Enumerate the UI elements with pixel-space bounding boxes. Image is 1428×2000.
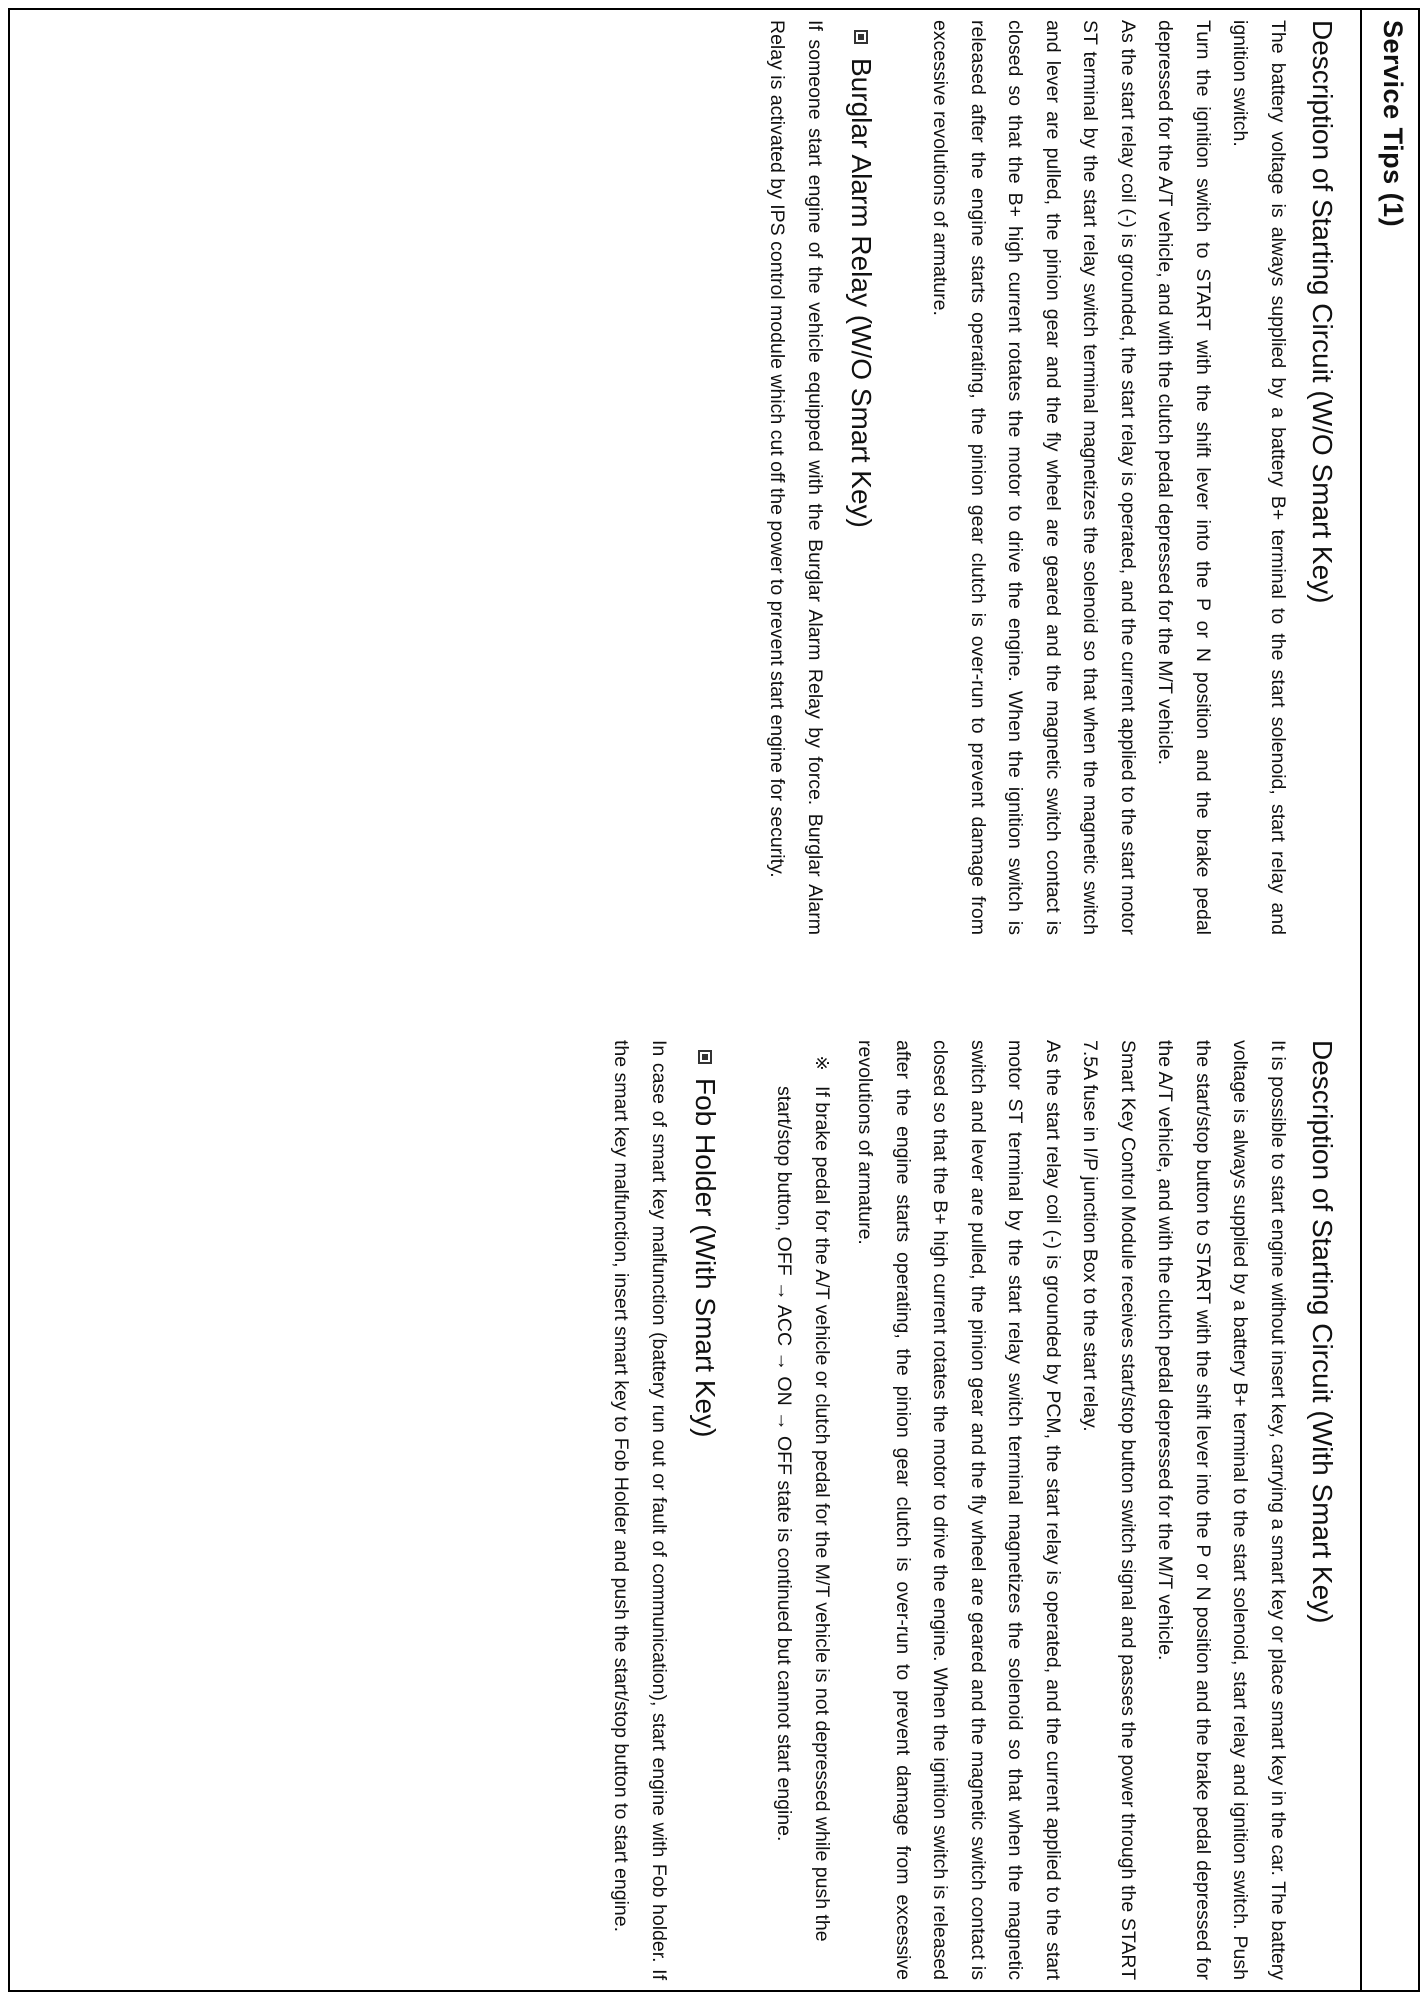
section-title-text: Burglar Alarm Relay (W/O Smart Key): [846, 58, 877, 528]
header-bar: [1360, 8, 1420, 1992]
paragraph: In case of smart key malfunction (battery run out or fault of communication), start engine with Fob holder. If the smart key malfunction, insert smart key to Fob Holder and push the start/stop button to start engine.: [610, 1040, 670, 1980]
paragraph: If someone start engine of the vehicle equipped with the Burglar Alarm Relay by force. Burglar Alarm Relay is activated by IPS control module which cut off the power to prevent start engine for security.: [766, 20, 826, 935]
left-column: [758, 20, 1342, 935]
square-bullet-icon: [854, 30, 868, 44]
section-title-starting-circuit-wo-smart-key: Description of Starting Circuit (W/O Smart Key): [1307, 20, 1338, 604]
paragraph: Turn the ignition switch to START with the shift lever into the P or N position and the brake pedal depressed for the A/T vehicle, and with the clutch pedal depressed for the M/T vehicle.: [1154, 20, 1214, 935]
square-bullet-icon: [698, 1050, 712, 1064]
section-title-burglar-alarm-relay: [841, 20, 881, 935]
section-title-text: Fob Holder (With Smart Key): [690, 1078, 721, 1438]
note: [765, 1040, 840, 1980]
note-text: If brake pedal for the A/T vehicle or clutch pedal for the M/T vehicle is not depressed while push the start/stop button, OFF → ACC → ON → OFF state is continued but cannot start engine.: [773, 1086, 833, 1942]
section-title-starting-circuit-with-smart-key: Description of Starting Circuit (With Smart Key): [1307, 1040, 1338, 1624]
right-column: [602, 1040, 1342, 1980]
paragraph: As the start relay coil (-) is grounded, the start relay is operated, and the current applied to the start motor ST terminal by the start relay switch terminal magnetizes the solenoid so that when the magnetic switch and lever are pulled, the pinion gear and the fly wheel are geared and the magnetic switch contact is closed so that the B+ high current rotates the motor to drive the engine. When the ignition switch is released after the engine starts operating, the pinion gear clutch is over-run to prevent damage from excessive revolutions of armature.: [929, 20, 1139, 935]
paragraph: The battery voltage is always supplied by a battery B+ terminal to the start solenoid, start relay and ignition switch.: [1229, 20, 1289, 935]
paragraph: Smart Key Control Module receives start/stop button switch signal and passes the power through the START 7.5A fuse in I/P junction Box to the start relay.: [1079, 1040, 1139, 1980]
reference-mark-icon: ※: [812, 1055, 832, 1071]
paragraph: As the start relay coil (-) is grounded by PCM, the start relay is operated, and the current applied to the start motor ST terminal by the start relay switch terminal magnetizes the solenoid so that when the magnetic switch and lever are pulled, the pinion gear and the fly wheel are geared and the magnetic switch contact is closed so that the B+ high current rotates the motor to drive the engine. When the ignition switch is released after the engine starts operating, the pinion gear clutch is over-run to prevent damage from excessive revolutions of armature.: [854, 1040, 1064, 1980]
section-title-fob-holder: [685, 1040, 725, 1980]
page-title: Service Tips (1): [1378, 20, 1408, 228]
paragraph: It is possible to start engine without insert key, carrying a smart key or place smart key in the car. The battery voltage is always supplied by a battery B+ terminal to the start solenoid, start relay and ignition switch. Push the start/stop button to START with the shift lever into the P or N position and the brake pedal depressed for the A/T vehicle, and with the clutch pedal depressed for the M/T vehicle.: [1154, 1040, 1289, 1980]
